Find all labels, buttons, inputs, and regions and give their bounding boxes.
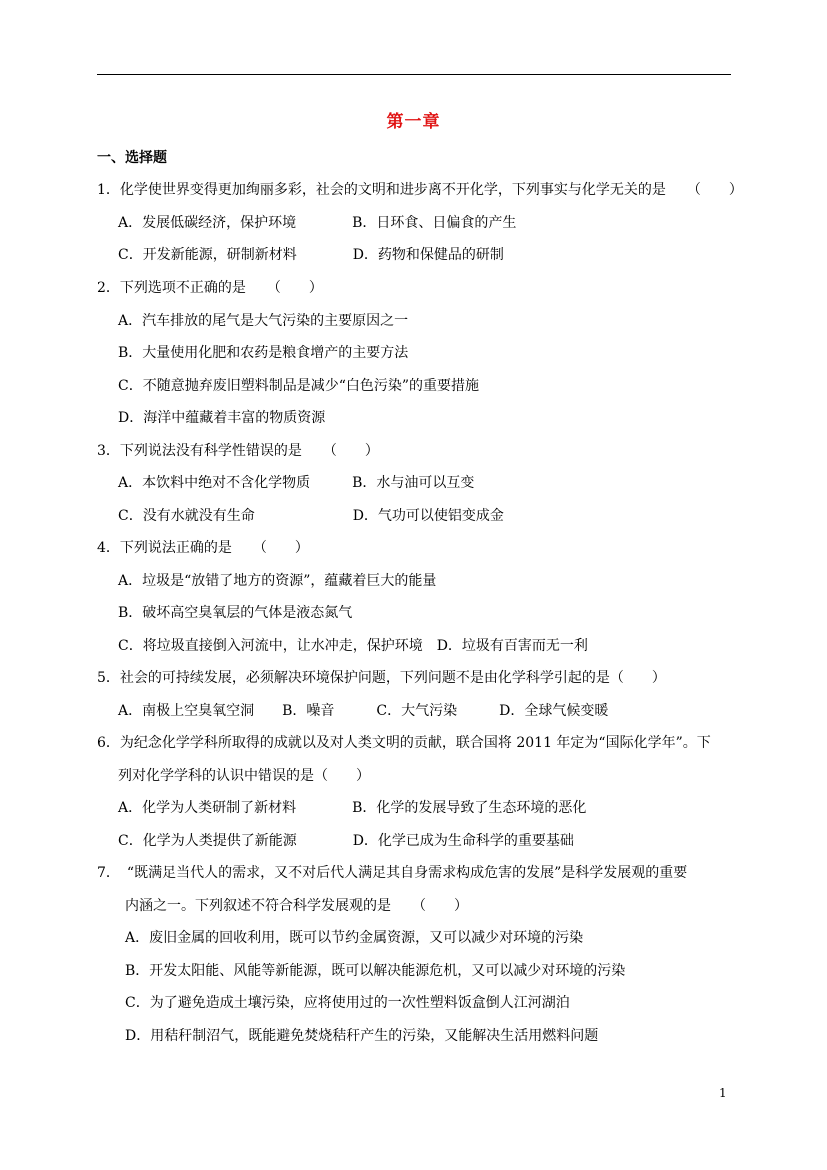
page-number: 1 xyxy=(719,1086,727,1100)
section-heading: 一、选择题 xyxy=(97,150,167,166)
text-line: 3．下列说法没有科学性错误的是 （ ） xyxy=(97,443,379,459)
text-line: B．破坏高空臭氧层的气体是液态氮气 xyxy=(118,605,353,621)
text-line: 4．下列说法正确的是 （ ） xyxy=(97,540,309,556)
header-rule xyxy=(97,74,731,75)
text-line: C．没有水就没有生命 D．气功可以使铝变成金 xyxy=(118,508,504,524)
text-line: 7． “既满足当代人的需求，又不对后代人满足其自身需求构成危害的发展”是科学发展观的重要 xyxy=(97,865,688,881)
text-line: 内涵之一。下列叙述不符合科学发展观的是 （ ） xyxy=(125,898,468,914)
text-line: 1．化学使世界变得更加绚丽多彩，社会的文明和进步离不开化学，下列事实与化学无关的是 （ ） xyxy=(97,182,743,198)
text-line: 6．为纪念化学学科所取得的成就以及对人类文明的贡献，联合国将 2011 年定为“国际化学年”。下 xyxy=(97,735,711,751)
text-line: D．海洋中蕴藏着丰富的物质资源 xyxy=(118,410,326,426)
text-line: C．开发新能源，研制新材料 D．药物和保健品的研制 xyxy=(118,247,504,263)
text-line: D．用秸秆制沼气，既能避免焚烧秸秆产生的污染，又能解决生活用燃料问题 xyxy=(125,1028,599,1044)
text-line: 列对化学学科的认识中错误的是（ ） xyxy=(118,768,370,784)
text-line: 5．社会的可持续发展，必须解决环境保护问题，下列问题不是由化学科学引起的是（ ） xyxy=(97,670,666,686)
text-line: C．为了避免造成土壤污染，应将使用过的一次性塑料饭盒倒人江河湖泊 xyxy=(125,995,570,1011)
text-line: A．汽车排放的尾气是大气污染的主要原因之一 xyxy=(118,313,409,329)
text-line: B．开发太阳能、风能等新能源，既可以解决能源危机，又可以减少对环境的污染 xyxy=(125,963,626,979)
text-line: A．发展低碳经济，保护环境 B．日环食、日偏食的产生 xyxy=(118,215,517,231)
text-line: C．将垃圾直接倒入河流中，让水冲走，保护环境 D．垃圾有百害而无一利 xyxy=(118,638,588,654)
text-line: A．本饮料中绝对不含化学物质 B．水与油可以互变 xyxy=(118,475,475,491)
text-line: A．垃圾是“放错了地方的资源”，蕴藏着巨大的能量 xyxy=(118,573,437,589)
text-line: A．南极上空臭氧空洞 B．噪音 C．大气污染 D．全球气候变暖 xyxy=(118,703,609,719)
chapter-title: 第一章 xyxy=(386,112,441,132)
text-line: A．废旧金属的回收利用，既可以节约金属资源，又可以减少对环境的污染 xyxy=(125,930,584,946)
text-line: A．化学为人类研制了新材料 B．化学的发展导致了生态环境的恶化 xyxy=(118,800,587,816)
text-line: C．化学为人类提供了新能源 D．化学已成为生命科学的重要基础 xyxy=(118,833,574,849)
text-line: C．不随意抛弃废旧塑料制品是减少“白色污染”的重要措施 xyxy=(118,378,480,394)
text-line: B．大量使用化肥和农药是粮食增产的主要方法 xyxy=(118,345,409,361)
text-line: 2．下列选项不正确的是 （ ） xyxy=(97,280,323,296)
